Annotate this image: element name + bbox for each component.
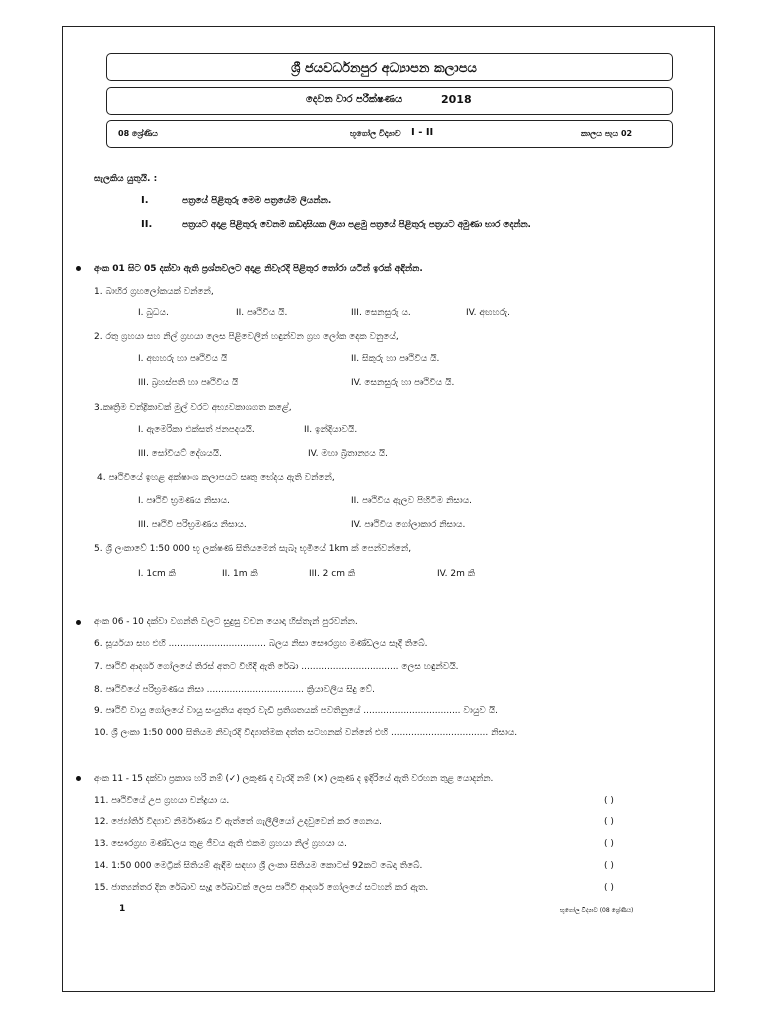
q5-option: IV. 2m කි xyxy=(437,569,476,579)
answer-bracket: ( ) xyxy=(604,883,614,893)
q3-option: IV. මහා බ්‍රිතාන්‍යය යි. xyxy=(308,449,388,459)
q5-option: II. 1m කි xyxy=(222,569,258,579)
bullet xyxy=(76,620,81,625)
header-grade: 08 ශ්‍රේණිය xyxy=(118,129,158,138)
instructions-heading: සැලකිය යුතුයි. : xyxy=(94,174,158,184)
bullet xyxy=(76,266,81,271)
instruction-text: පත්‍රයට අදාළ පිළිතුරු වෙනම කඩදාසියක ලියා පළමු පත්‍රයේ පිළිතුරු පත්‍රයට අමුණා භාර දෙන්න. xyxy=(182,220,531,230)
header-year: 2018 xyxy=(441,93,472,106)
answer-bracket: ( ) xyxy=(604,861,614,871)
q4-option: II. පෘථිවිය ඇලව පිහිටීම නිසාය. xyxy=(351,496,473,506)
bullet xyxy=(76,776,81,781)
q3-option: III. සෝවියට් දේශයයි. xyxy=(138,449,222,459)
page-number: 1 xyxy=(119,904,126,914)
q1-option: III. සෙනසුරු ය. xyxy=(351,308,411,318)
fill-in-item: 7. පෘථිවි ආදර්ශ ගෝලයේ තිරස් අතට විහිදී ඇති රේඛා .................................. ලෙස හඳුන්වයි. xyxy=(94,662,459,672)
instruction-num: I. xyxy=(141,195,149,206)
section2-heading: අංක 06 - 10 දක්වා වගන්ති වලට සුදුසු වචන යොදා හිස්තැන් පුරවන්න. xyxy=(94,617,358,627)
header-time: කාලය පැය 02 xyxy=(581,129,633,138)
instruction-text: පත්‍රයේ පිළිතුරු මෙම පත්‍රයේම ලියන්න. xyxy=(182,196,332,206)
q5-option: III. 2 cm කි xyxy=(309,569,356,579)
true-false-item: 12. ජ්‍යෝතිර් විද්‍යාව නිර්මාණය වී ඇත්තේ ගැලීලියෝ උදවුවෙන් කර ගෙනය. xyxy=(94,817,383,827)
header-paper: I - II xyxy=(411,127,434,138)
q2-option: I. අඟහරු හා පෘථිවිය යි xyxy=(138,354,228,364)
q4-option: I. පෘථිවි භ්‍රමණය නිසාය. xyxy=(138,496,230,506)
footer-note: භූගෝල විද්‍යාව (08 ශ්‍රේණිය) xyxy=(560,907,634,914)
true-false-item: 11. පෘථිවියේ උප ග්‍රහයා චන්ද්‍රයා ය. xyxy=(94,796,230,806)
question-5: 5. ශ්‍රී ලංකාවේ 1:50 000 භූ ලක්ෂණ සිතියමෙන් සැබෑ භූමියේ 1km ක් පෙන්වන්නේ, xyxy=(94,544,412,554)
true-false-item: 14. 1:50 000 මෙට්‍රික් සිතියම් ඇඳීම සඳහා ශ්‍රී ලංකා සිතියම කොටස් 92කට බෙදා තිබේ. xyxy=(94,861,423,871)
q1-option: IV. අඟහරු. xyxy=(466,308,510,318)
section3-heading: අංක 11 - 15 දක්වා ප්‍රකාශ හරි නම් (✓) ලකුණ ද වැරදි නම් (×) ලකුණ ද ඉදිරියේ ඇති වරහන තුළ යොදන්න. xyxy=(94,774,494,784)
fill-in-item: 9. පෘථිවි වායු ගෝලයේ වායු සංයුතිය අතුර වැඩි ප්‍රතිශතයක් පවතිනුයේ .................................. වායුව යි. xyxy=(94,706,498,716)
answer-bracket: ( ) xyxy=(604,817,614,827)
header-subject: භූගෝල විද්‍යාව xyxy=(350,129,401,138)
q2-option: III. බ්‍රහස්පති හා පෘථිවිය යි xyxy=(138,378,239,388)
true-false-item: 13. සෞරග්‍රහ මණ්ඩලය තුළ ජීවය ඇති එකම ග්‍රහයා නිල් ග්‍රහයා ය. xyxy=(94,839,347,849)
q2-option: IV. සෙනසුරු හා පෘථිවිය යි. xyxy=(351,378,455,388)
fill-in-item: 6. සූර්යයා සහ එහි .................................. බලය නිසා සෞරග්‍රහ මණ්ඩලය සෑදී තිබේ. xyxy=(94,639,428,649)
q1-option: II. පෘථිවිය යි. xyxy=(236,308,288,318)
question-2: 2. රතු ග්‍රහයා සහ නිල් ග්‍රහයා ලෙස පිළිවෙලින් හඳුන්වන ග්‍රහ ලෝක දෙක වනුයේ, xyxy=(94,332,399,342)
q3-option: I. ඇමෙරිකා එක්සත් ජනපදයයි. xyxy=(138,425,255,435)
fill-in-item: 10. ශ්‍රී ලංකා 1:50 000 සිතියම නිවැරදි විද්‍යාත්මක දත්ත සටහනක් වන්නේ එහි .................................. නිසාය. xyxy=(94,728,518,738)
q2-option: II. සිකුරු හා පෘථිවිය යි. xyxy=(351,354,440,364)
question-1: 1. බාහිර ග්‍රහලෝකයක් වන්නේ, xyxy=(94,287,214,297)
question-3: 3.කෘත්‍රිම චන්ද්‍රිකාවක් මුල් වරට අභ්‍යවකාශගත කළේ, xyxy=(94,403,292,413)
answer-bracket: ( ) xyxy=(604,839,614,849)
fill-in-item: 8. පෘථිවියේ පරිභ්‍රමණය නිසා .................................. ක්‍රියාවලිය සිදු වේ. xyxy=(94,685,375,695)
question-4: 4. පෘථිවියේ ඉහළ අක්ෂාංශ කලාපයට සෘතු භේදය ඇති වන්නේ, xyxy=(97,473,335,483)
q1-option: I. බුධය. xyxy=(138,308,169,318)
q5-option: I. 1cm කි xyxy=(138,569,176,579)
answer-bracket: ( ) xyxy=(604,796,614,806)
instruction-num: II. xyxy=(141,219,153,230)
header-institution: ශ්‍රී ජයවර්ධනපුර අධ්‍යාපන කලාපය xyxy=(291,61,477,76)
q3-option: II. ඉන්දියාවයි. xyxy=(304,425,358,435)
true-false-item: 15. ජාත්‍යන්තර දින රේඛාව සෑදූ රේඛාවක් ලෙස පෘථිවි ආදර්ශ ගෝලයේ සටහන් කර ඇත. xyxy=(94,883,429,893)
header-exam: දෙවන වාර පරීක්ෂණය xyxy=(306,94,403,105)
q4-option: IV. පෘථිවිය ගෝලාකාර නිසාය. xyxy=(351,520,466,530)
section1-heading: අංක 01 සිට 05 දක්වා ඇති ප්‍රශ්නවලට අදාළ නිවැරදි පිළිතුර තෝරා යටින් ඉරක් අඳින්න. xyxy=(94,264,423,274)
q4-option: III. පෘථිවි පරිභ්‍රමණය නිසාය. xyxy=(138,520,247,530)
